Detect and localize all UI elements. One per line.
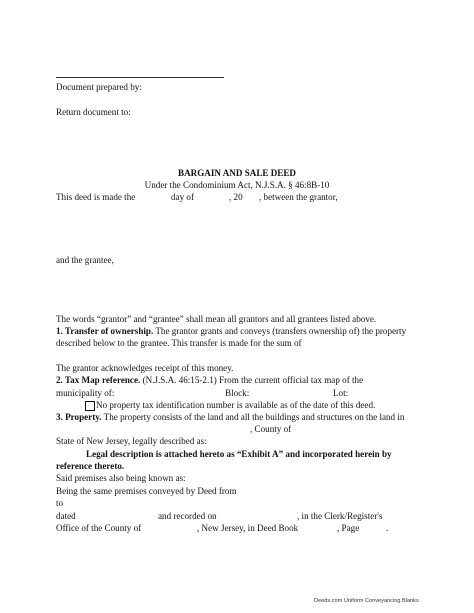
section1-text1: The grantor grants and conveys (transfers ownership of) the property — [155, 326, 407, 336]
dated-label: dated — [56, 511, 76, 521]
section1-text2: described below to the grantee. This transfer is made for the sum of — [56, 338, 302, 348]
municipality-label: municipality of: — [56, 388, 115, 398]
definitions-text: The words “grantor” and “grantee” shall mean all grantors and all grantees listed above. — [56, 314, 377, 324]
section1-heading: 1. Transfer of ownership. — [56, 326, 154, 336]
county-of-label: , County of — [250, 424, 292, 434]
section2-text1: (N.J.S.A. 46:15-2.1) From the current official tax map of the — [142, 375, 364, 385]
document-title: BARGAIN AND SALE DEED — [178, 168, 296, 178]
clerk-register-label: , in the Clerk/Register's — [297, 511, 383, 521]
section3-line1 — [56, 412, 404, 423]
recorded-on-label: and recorded on — [158, 511, 217, 521]
intro-grantee: and the grantee, — [56, 255, 114, 265]
signature-line — [56, 77, 224, 78]
intro-between: , between the grantor, — [259, 192, 338, 202]
footer-credit: Deeds.com Uniform Conveyancing Blanks — [314, 598, 419, 604]
no-tax-id-checkbox[interactable] — [85, 401, 95, 411]
intro-day-of: day of — [171, 192, 194, 202]
page-label: , Page — [337, 523, 360, 533]
section1-line1 — [56, 326, 406, 337]
no-tax-id-text: No property tax identification number is available as of the date of this deed. — [96, 400, 376, 410]
office-county-label: Office of the County of — [56, 523, 142, 533]
section3-text1: The property consists of the land and all the buildings and structures on the land in — [103, 412, 405, 422]
lot-label: Lot: — [333, 388, 349, 398]
section2-line1 — [56, 375, 363, 386]
legal-description-line2: reference thereto. — [56, 461, 125, 471]
document-subtitle: Under the Condominium Act, N.J.S.A. § 46:8B-10 — [144, 180, 330, 190]
state-described: State of New Jersey, legally described as: — [56, 436, 207, 446]
intro-year: , 20 — [229, 192, 243, 202]
intro-made-the: This deed is made the — [56, 192, 136, 202]
section1-text3: The grantor acknowledges receipt of this money. — [56, 363, 234, 373]
return-to-label: Return document to: — [56, 107, 131, 117]
section3-heading: 3. Property. — [56, 412, 102, 422]
block-label: Block: — [225, 388, 250, 398]
section2-heading: 2. Tax Map reference. — [56, 375, 141, 385]
known-as-label: Said premises also being known as: — [56, 473, 186, 483]
conveyed-by-label: Being the same premises conveyed by Deed from — [56, 486, 237, 496]
prepared-by-label: Document prepared by: — [56, 82, 142, 92]
end-period: . — [386, 523, 389, 533]
to-label: to — [56, 498, 64, 508]
legal-description-line1: Legal description is attached hereto as “Exhibit A” and incorporated herein by — [86, 449, 392, 459]
deed-book-label: , New Jersey, in Deed Book — [197, 523, 299, 533]
